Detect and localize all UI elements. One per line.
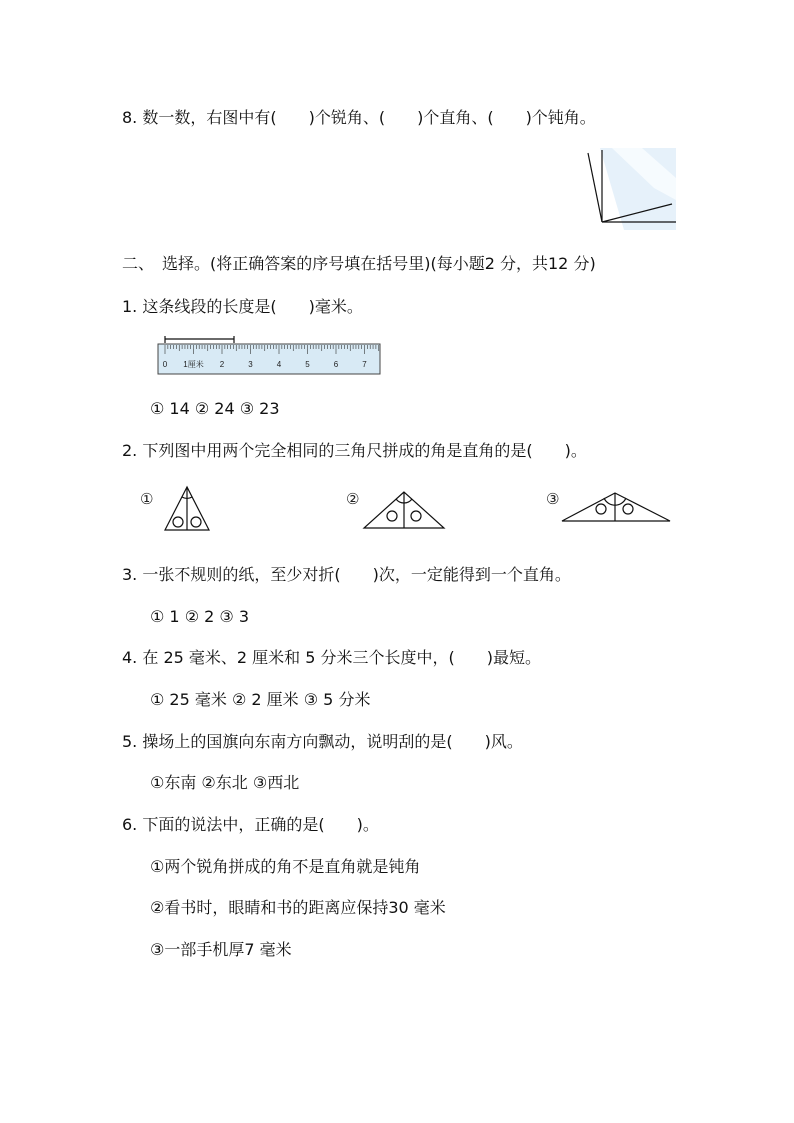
question-1-options: ① 14 ② 24 ③ 23 xyxy=(150,399,280,418)
question-2-stem: 2. 下列图中用两个完全相同的三角尺拼成的角是直角的是( )。 xyxy=(122,441,587,460)
question-3-stem: 3. 一张不规则的纸，至少对折( )次，一定能得到一个直角。 xyxy=(122,565,571,584)
ruler-tick-label: 5 xyxy=(305,360,310,369)
question-1-stem: 1. 这条线段的长度是( )毫米。 xyxy=(122,297,363,316)
question-5-options: ①东南 ②东北 ③西北 xyxy=(150,773,300,792)
ruler-tick-label: 6 xyxy=(333,360,339,369)
triangle-label-1: ① xyxy=(140,490,154,508)
ruler-tick-label: 4 xyxy=(276,360,282,369)
triangle-option-2 xyxy=(364,492,444,528)
question-4-stem: 4. 在 25 毫米、2 厘米和 5 分米三个长度中，( )最短。 xyxy=(122,648,541,667)
triangle-label-2: ② xyxy=(346,490,360,508)
section-2-title: 二、 选择。(将正确答案的序号填在括号里)(每小题2 分，共12 分) xyxy=(122,254,596,273)
triangle-label-3: ③ xyxy=(546,490,560,508)
ruler-figure xyxy=(156,334,384,378)
angle-figure xyxy=(584,148,676,230)
ruler-tick-label: 2 xyxy=(219,360,225,369)
question-6-option-3: ③一部手机厚7 毫米 xyxy=(150,940,292,959)
question-6-stem: 6. 下面的说法中，正确的是( )。 xyxy=(122,815,379,834)
triangle-option-3 xyxy=(562,493,670,521)
question-8-text: 8. 数一数，右图中有( )个锐角、( )个直角、( )个钝角。 xyxy=(122,108,596,127)
ruler-tick-label: 1厘米 xyxy=(183,360,204,369)
ruler-tick-label: 0 xyxy=(162,360,168,369)
question-6-option-2: ②看书时，眼睛和书的距离应保持30 毫米 xyxy=(150,898,446,917)
triangle-figures xyxy=(130,478,690,534)
ruler-tick-label: 3 xyxy=(248,360,253,369)
question-5-stem: 5. 操场上的国旗向东南方向飘动，说明刮的是( )风。 xyxy=(122,732,523,751)
ruler-tick-label: 7 xyxy=(362,360,367,369)
question-4-options: ① 25 毫米 ② 2 厘米 ③ 5 分米 xyxy=(150,690,371,709)
question-3-options: ① 1 ② 2 ③ 3 xyxy=(150,607,249,626)
triangle-option-1 xyxy=(165,487,209,530)
question-6-option-1: ①两个锐角拼成的角不是直角就是钝角 xyxy=(150,857,421,876)
